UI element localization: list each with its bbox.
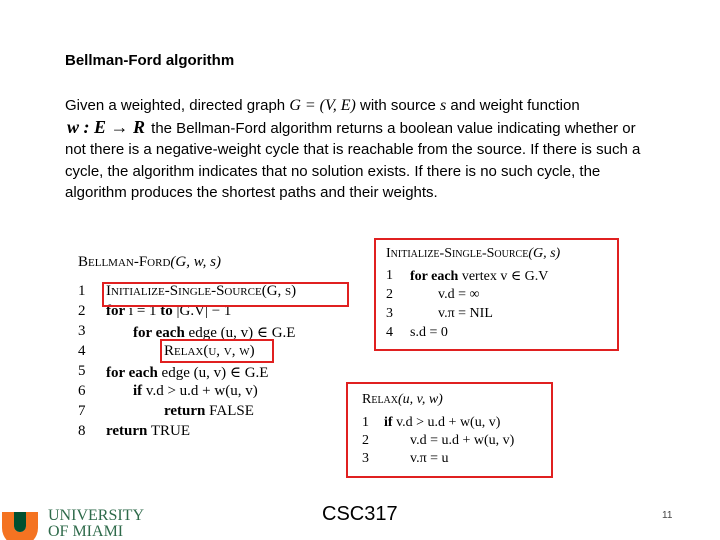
source-notation: s bbox=[440, 97, 447, 114]
weight-function-notation: w : E → R bbox=[66, 116, 145, 137]
bf-header-name: Bellman-Ford bbox=[78, 254, 171, 270]
relax-header-name: Relax bbox=[362, 392, 398, 407]
course-code: CSC317 bbox=[322, 503, 398, 525]
init-header-name: Initialize-Single-Source bbox=[386, 246, 529, 261]
init-call-highlight bbox=[102, 282, 349, 307]
description-paragraph bbox=[65, 95, 655, 204]
init-single-source-pseudocode: Initialize-Single-Source(G, s) 1 for each vertex v ∈ G.V 2 v.d = ∞ 3 v.π = NIL 4 s.d = 0 bbox=[374, 238, 619, 351]
relax-header bbox=[362, 392, 443, 408]
init-header bbox=[386, 246, 560, 262]
bf-header-args: (G, w, s) bbox=[170, 254, 221, 270]
relax-call-highlight bbox=[160, 339, 274, 363]
para-text-4: the Bellman-Ford algorithm returns a boolean value indicating whether or not there is a negative-weight cycle that is reachable from the source. If there is such a cycle, the algorithm indicates that no solution exists. If there is no such cycle, the algorithm produces the shortest paths and their weights. bbox=[65, 119, 641, 202]
slide-title: Bellman-Ford algorithm bbox=[65, 52, 235, 69]
bf-header bbox=[78, 254, 221, 271]
relax-header-args: (u, v, w) bbox=[398, 392, 443, 407]
init-header-args: (G, s) bbox=[528, 246, 561, 261]
para-text-1: Given a weighted, directed graph bbox=[65, 97, 290, 114]
bellman-ford-pseudocode: Bellman-Ford(G, w, s) 1 Initialize-Single-Source(G, s) 2 for i = 1 to |G.V| − 1 3 for each edge (u, v) ∈ G.E 4 Relax(u, v, w) 5 for each edge (u, v) ∈ G.E 6 if v.d > u.d + w(u, v) 7 return FALSE 8 return TRUE bbox=[78, 254, 297, 439]
university-name: UNIVERSITY OF MIAMI bbox=[48, 507, 144, 540]
para-text-3: and weight function bbox=[446, 97, 580, 114]
para-text-2: with source bbox=[355, 97, 441, 114]
page-number: 11 bbox=[662, 510, 673, 521]
relax-pseudocode: Relax(u, v, w) 1 if v.d > u.d + w(u, v) 2 v.d = u.d + w(u, v) 3 v.π = u bbox=[346, 382, 553, 478]
graph-notation: G = (V, E) bbox=[289, 97, 356, 114]
